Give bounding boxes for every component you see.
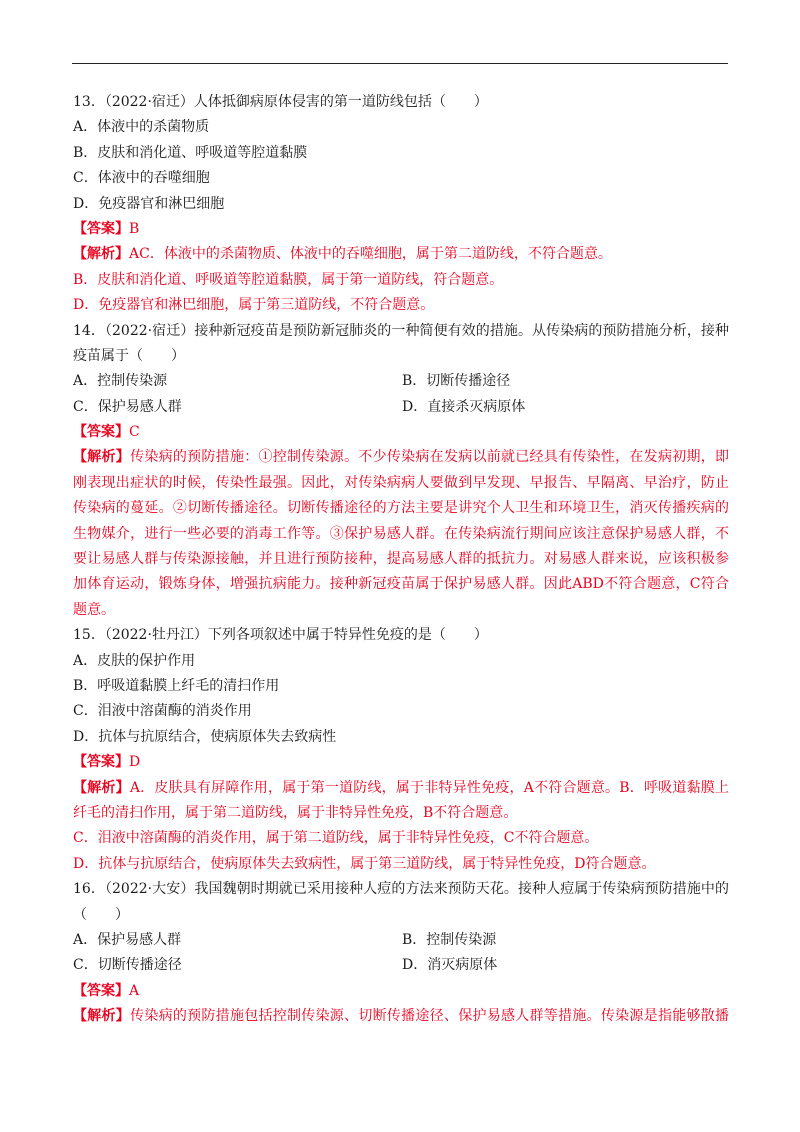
q14-options-row <box>73 395 729 420</box>
q15-option-a: A．皮肤的保护作用 <box>73 652 196 669</box>
q13-option-a: A．体液中的杀菌物质 <box>73 119 210 136</box>
q14-option-a: A．控制传染源 <box>73 373 168 390</box>
q16-option-c: C．切断传播途径 <box>73 957 182 974</box>
q14-analysis-line: 刚表现出症状的时候，传染性最强。因此，对传染病病人要做到早发现、早报告、早隔离、早治疗，防止 <box>73 474 729 491</box>
q14-answer: 【答案】C <box>73 424 140 441</box>
q15-analysis-line: D．抗体与抗原结合，使病原体失去致病性，属于第三道防线，属于特异性免疫，D符合题意。 <box>73 855 656 872</box>
question-16-stem-cont: （ ） <box>73 906 129 923</box>
q15-analysis-line: 【解析】A．皮肤具有屏障作用，属于第一道防线，属于非特异性免疫，A不符合题意。B．呼吸道黏膜上 <box>73 779 729 796</box>
question-15-stem: 15．（2022·牡丹江）下列各项叙述中属于特异性免疫的是（ ） <box>73 627 488 644</box>
q13-option-d: D．免疫器官和淋巴细胞 <box>73 195 225 212</box>
q16-answer: 【答案】A <box>73 982 140 999</box>
q16-options-row <box>73 953 729 978</box>
q15-option-c: C．泪液中溶菌酶的消炎作用 <box>73 703 252 720</box>
page-content <box>73 90 729 1029</box>
q13-option-b: B．皮肤和消化道、呼吸道等腔道黏膜 <box>73 144 308 161</box>
q15-option-b: B．呼吸道黏膜上纤毛的清扫作用 <box>73 677 280 694</box>
q16-option-a: A．保护易感人群 <box>73 931 182 948</box>
q16-option-d: D．消灭病原体 <box>402 957 498 974</box>
header-rule <box>72 63 728 64</box>
q16-option-b: B．控制传染源 <box>402 931 497 948</box>
q13-analysis-line: 【解析】AC．体液中的杀菌物质、体液中的吞噬细胞，属于第二道防线，不符合题意。 <box>73 246 612 263</box>
q14-option-b: B．切断传播途径 <box>402 373 511 390</box>
q16-options-row <box>73 928 729 953</box>
q13-answer: 【答案】B <box>73 220 140 237</box>
q13-analysis-line: D．免疫器官和淋巴细胞，属于第三道防线，不符合题意。 <box>73 297 435 314</box>
question-16-stem: 16．（2022·大安）我国魏朝时期就已采用接种人痘的方法来预防天花。接种人痘属于传染病预防措施中的 <box>73 881 729 898</box>
q14-option-d: D．直接杀灭病原体 <box>402 398 526 415</box>
q14-analysis-line: 【解析】传染病的预防措施：①控制传染源。不少传染病在发病以前就已经具有传染性，在发病初期，即 <box>73 449 730 466</box>
q14-analysis-line: 题意。 <box>73 601 115 618</box>
q15-analysis-line: 纤毛的清扫作用，属于第二道防线，属于非特异性免疫，B不符合题意。 <box>73 804 518 821</box>
q15-analysis-line: C．泪液中溶菌酶的消炎作用，属于第二道防线，属于非特异性免疫，C不符合题意。 <box>73 830 599 847</box>
q14-analysis-line: 生物媒介，进行一些必要的消毒工作等。③保护易感人群。在传染病流行期间应该注意保护易感人群，不 <box>73 525 729 542</box>
q15-answer: 【答案】D <box>73 754 141 771</box>
question-14-stem: 14．（2022·宿迁）接种新冠疫苗是预防新冠肺炎的一种简便有效的措施。从传染病的预防措施分析，接种 <box>73 322 729 339</box>
q14-analysis-line: 传染病的蔓延。②切断传播途径。切断传播途径的方法主要是讲究个人卫生和环境卫生，消灭传播疾病的 <box>73 500 729 517</box>
q13-option-c: C．体液中的吞噬细胞 <box>73 170 210 187</box>
q14-analysis-line: 要让易感人群与传染源接触，并且进行预防接种，提高易感人群的抵抗力。对易感人群来说，应该积极参 <box>73 551 729 568</box>
q14-options-row <box>73 369 729 394</box>
q15-option-d: D．抗体与抗原结合，使病原体失去致病性 <box>73 728 337 745</box>
q14-option-c: C．保护易感人群 <box>73 398 182 415</box>
q13-analysis-line: B．皮肤和消化道、呼吸道等腔道黏膜，属于第一道防线，符合题意。 <box>73 271 504 288</box>
question-13-stem: 13．（2022·宿迁）人体抵御病原体侵害的第一道防线包括（ ） <box>73 94 488 110</box>
q16-analysis-line: 【解析】传染病的预防措施包括控制传染源、切断传播途径、保护易感人群等措施。传染源是指能够散播 <box>73 1008 730 1025</box>
q14-analysis-line: 加体育运动，锻炼身体，增强抗病能力。接种新冠疫苗属于保护易感人群。因此ABD不符合题意，C符合 <box>73 576 729 593</box>
question-14-stem-cont: 疫苗属于（ ） <box>73 347 185 364</box>
